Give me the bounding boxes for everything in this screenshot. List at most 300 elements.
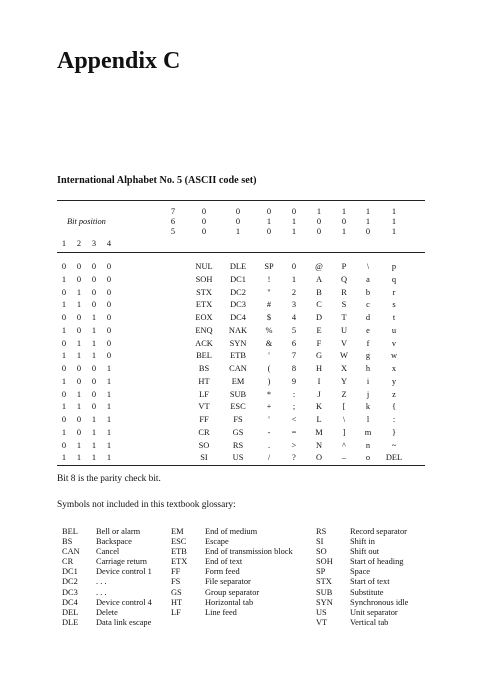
row-bit: 1 xyxy=(61,453,67,463)
glossary-abbreviation: SUB xyxy=(316,587,333,597)
code-cell: # xyxy=(266,300,272,310)
glossary-entry xyxy=(62,537,152,547)
code-cell: \ xyxy=(366,262,370,271)
row-bit: 0 xyxy=(76,427,82,437)
code-cell: EM xyxy=(231,376,245,386)
code-cell: X xyxy=(340,364,348,373)
parity-note: Bit 8 is the parity check bit. xyxy=(57,474,161,484)
code-cell: & xyxy=(265,338,273,348)
glossary-abbreviation: FF xyxy=(171,567,181,577)
code-cell: r xyxy=(392,287,396,297)
glossary-abbreviation: HT xyxy=(171,597,183,607)
code-cell: J xyxy=(317,389,321,399)
column-bit: 1 xyxy=(365,217,371,226)
code-cell: > xyxy=(291,440,297,450)
code-cell: 4 xyxy=(291,313,297,322)
glossary-meaning: Synchronous idle xyxy=(350,597,409,607)
code-cell: SO xyxy=(198,440,210,450)
column-bit: 1 xyxy=(391,207,397,216)
glossary-meaning: Record separator xyxy=(350,527,407,536)
code-cell: \ xyxy=(342,415,346,424)
bit-label-5: 5 xyxy=(170,227,176,236)
code-cell: ETX xyxy=(195,300,213,310)
glossary-meaning: Backspace xyxy=(96,537,132,547)
code-cell: DC2 xyxy=(230,287,246,297)
code-cell: 7 xyxy=(291,351,297,361)
glossary-abbreviation: SP xyxy=(316,567,326,577)
glossary-entry xyxy=(171,547,293,557)
code-cell: FS xyxy=(233,415,243,424)
row-bit: 0 xyxy=(61,364,67,373)
row-bit: 1 xyxy=(61,351,67,361)
glossary-abbreviation: SI xyxy=(316,537,324,547)
column-bit: 0 xyxy=(316,217,322,226)
code-cell: O xyxy=(315,453,323,463)
bit-header-3: 3 xyxy=(91,239,97,248)
glossary-entry xyxy=(62,598,152,608)
glossary-abbreviation: ETX xyxy=(171,557,188,567)
glossary-column-3 xyxy=(316,527,408,628)
glossary-entry xyxy=(316,567,408,577)
code-cell: FF xyxy=(199,415,209,424)
row-bit: 1 xyxy=(76,351,82,361)
code-cell: ACK xyxy=(195,338,213,348)
glossary-abbreviation: US xyxy=(316,607,327,617)
glossary-abbreviation: DEL xyxy=(62,607,79,617)
glossary-entry xyxy=(62,588,152,598)
code-cell: SOH xyxy=(195,274,213,284)
row-bit: 0 xyxy=(91,389,97,399)
code-cell: S xyxy=(341,300,347,310)
glossary-entry xyxy=(62,577,152,587)
column-bit: 0 xyxy=(266,227,272,236)
glossary-meaning: . . . xyxy=(96,587,107,597)
row-bit: 1 xyxy=(76,389,82,399)
row-bit: 0 xyxy=(76,274,82,284)
glossary-entry xyxy=(62,567,152,577)
glossary-meaning: End of transmission block xyxy=(205,547,293,557)
code-cell: Z xyxy=(341,389,347,399)
glossary-entry xyxy=(171,608,293,618)
code-cell: Q xyxy=(340,274,348,284)
column-bit: 1 xyxy=(391,217,397,226)
row-bit: 1 xyxy=(61,300,67,310)
glossary-abbreviation: FS xyxy=(171,577,181,587)
code-cell: ESC xyxy=(230,402,246,412)
code-cell: DLE xyxy=(229,262,247,271)
code-cell: 2 xyxy=(291,287,297,297)
glossary-meaning: Line feed xyxy=(205,607,237,617)
column-bit: 0 xyxy=(341,217,347,226)
glossary-meaning: Shift out xyxy=(350,547,380,557)
code-cell: HT xyxy=(198,376,210,386)
glossary-entry xyxy=(171,567,293,577)
code-cell: p xyxy=(391,262,397,271)
code-cell: w xyxy=(390,351,398,361)
code-cell: @ xyxy=(315,262,323,271)
code-cell: e xyxy=(366,325,370,335)
glossary-meaning: Horizontal tab xyxy=(205,597,254,607)
code-cell: ENQ xyxy=(195,325,213,335)
column-bit: 1 xyxy=(291,227,297,236)
row-bit: 0 xyxy=(91,364,97,373)
row-bit: 1 xyxy=(106,364,112,373)
code-cell: ) xyxy=(267,376,271,386)
code-cell: v xyxy=(391,338,397,348)
column-bit: 0 xyxy=(266,207,272,216)
row-bit: 0 xyxy=(91,300,97,310)
code-cell: / xyxy=(267,453,271,463)
code-cell: s xyxy=(392,300,396,310)
glossary-meaning: End of medium xyxy=(205,527,258,536)
row-bit: 0 xyxy=(106,338,112,348)
glossary-meaning: Vertical tab xyxy=(350,617,389,627)
row-bit: 1 xyxy=(106,440,112,450)
glossary-meaning: Data link escape xyxy=(96,617,152,627)
code-cell: US xyxy=(232,453,244,463)
glossary-entry xyxy=(62,608,152,618)
row-bit: 0 xyxy=(106,313,112,322)
glossary-abbreviation: CR xyxy=(62,557,74,567)
code-cell: i xyxy=(366,376,370,386)
code-cell: " xyxy=(267,287,271,297)
row-bit: 1 xyxy=(61,402,67,412)
column-bit: 1 xyxy=(235,227,241,236)
code-cell: o xyxy=(365,453,371,463)
glossary-meaning: Unit separator xyxy=(350,607,398,617)
row-bit: 0 xyxy=(106,300,112,310)
glossary-meaning: File separator xyxy=(205,577,251,587)
row-bit: 1 xyxy=(76,440,82,450)
code-cell: VT xyxy=(198,402,210,412)
code-cell: A xyxy=(315,274,323,284)
code-cell: 9 xyxy=(291,376,297,386)
glossary-abbreviation: CAN xyxy=(62,547,80,557)
code-cell: DC1 xyxy=(230,274,246,284)
code-cell: RS xyxy=(232,440,244,450)
glossary-abbreviation: DC1 xyxy=(62,567,78,577)
glossary-meaning: Bell or alarm xyxy=(96,527,141,536)
code-cell: b xyxy=(365,287,371,297)
code-cell: : xyxy=(292,389,296,399)
column-bit: 1 xyxy=(316,207,322,216)
row-bit: 1 xyxy=(91,325,97,335)
row-bit: 0 xyxy=(106,262,112,271)
row-bit: 0 xyxy=(106,287,112,297)
row-bit: 1 xyxy=(91,427,97,437)
code-cell: P xyxy=(341,262,347,271)
glossary-entry xyxy=(171,598,293,608)
glossary-intro: Symbols not included in this textbook glossary: xyxy=(57,500,236,510)
row-bit: 0 xyxy=(61,389,67,399)
bit-header-4: 4 xyxy=(106,239,112,248)
row-bit: 0 xyxy=(106,274,112,284)
row-bit: 1 xyxy=(91,351,97,361)
code-cell: NUL xyxy=(195,262,213,271)
glossary-abbreviation: DC4 xyxy=(62,597,78,607)
code-cell: d xyxy=(365,313,371,322)
code-cell: 5 xyxy=(291,325,297,335)
code-cell: SP xyxy=(264,262,274,271)
code-cell: CAN xyxy=(229,364,247,373)
code-cell: DEL xyxy=(385,453,403,463)
glossary-abbreviation: SO xyxy=(316,547,327,557)
row-bit: 1 xyxy=(76,338,82,348)
code-cell: - xyxy=(267,427,271,437)
glossary-entry xyxy=(62,557,152,567)
code-cell: m xyxy=(364,427,372,437)
code-cell: { xyxy=(391,402,397,412)
column-bit: 1 xyxy=(341,207,347,216)
glossary-meaning: Group separator xyxy=(205,587,260,597)
row-bit: 0 xyxy=(91,402,97,412)
row-bit: 0 xyxy=(61,262,67,271)
row-bit: 0 xyxy=(91,376,97,386)
code-cell: W xyxy=(340,351,348,361)
glossary-meaning: Device control 1 xyxy=(96,567,152,577)
row-bit: 0 xyxy=(61,415,67,424)
code-cell: BEL xyxy=(196,351,212,361)
glossary-entry xyxy=(171,577,293,587)
glossary-abbreviation: EM xyxy=(171,527,184,536)
page-title: Appendix C xyxy=(57,48,181,74)
glossary-abbreviation: LF xyxy=(171,607,181,617)
glossary-abbreviation: SYN xyxy=(316,597,333,607)
glossary-abbreviation: DC2 xyxy=(62,577,78,587)
column-bit: 1 xyxy=(341,227,347,236)
row-bit: 1 xyxy=(61,274,67,284)
row-bit: 0 xyxy=(76,364,82,373)
code-cell: a xyxy=(366,274,370,284)
glossary-entry xyxy=(316,527,408,537)
glossary-meaning: Delete xyxy=(96,607,118,617)
code-cell: SYN xyxy=(229,338,247,348)
code-cell: . xyxy=(267,440,271,450)
glossary-meaning: Cancel xyxy=(96,547,120,557)
column-bit: 0 xyxy=(201,227,207,236)
column-bit: 0 xyxy=(235,207,241,216)
code-cell: EOX xyxy=(195,313,213,322)
glossary-entry xyxy=(316,618,408,628)
row-bit: 1 xyxy=(106,453,112,463)
glossary-abbreviation: BS xyxy=(62,537,73,547)
code-cell: q xyxy=(391,274,397,284)
glossary-entry xyxy=(316,537,408,547)
glossary-entry xyxy=(62,547,152,557)
row-bit: 0 xyxy=(61,338,67,348)
code-cell: R xyxy=(341,287,347,297)
row-bit: 1 xyxy=(61,325,67,335)
code-cell: CR xyxy=(198,427,210,437)
column-bit: 0 xyxy=(201,207,207,216)
row-bit: 1 xyxy=(106,389,112,399)
row-bit: 1 xyxy=(91,440,97,450)
code-cell: ! xyxy=(267,274,271,284)
glossary-meaning: Form feed xyxy=(205,567,240,577)
row-bit: 0 xyxy=(106,325,112,335)
code-cell: : xyxy=(392,415,396,424)
row-bit: 1 xyxy=(61,376,67,386)
glossary-entry xyxy=(171,527,293,537)
code-cell: K xyxy=(315,402,323,412)
row-bit: 0 xyxy=(76,376,82,386)
code-cell: ^ xyxy=(342,440,346,450)
code-cell: Y xyxy=(340,376,348,386)
code-cell: n xyxy=(365,440,371,450)
code-cell: * xyxy=(266,389,272,399)
column-bit: 0 xyxy=(235,217,241,226)
code-cell: x xyxy=(391,364,397,373)
glossary-meaning: Escape xyxy=(205,537,229,547)
column-bit: 0 xyxy=(316,227,322,236)
bit-header-1: 1 xyxy=(61,239,67,248)
code-cell: L xyxy=(316,415,322,424)
row-bit: 0 xyxy=(76,415,82,424)
code-cell: $ xyxy=(266,313,272,322)
code-cell: t xyxy=(392,313,396,322)
code-cell: 0 xyxy=(291,262,297,271)
glossary-abbreviation: ESC xyxy=(171,537,187,547)
row-bit: 0 xyxy=(76,262,82,271)
code-cell: U xyxy=(340,325,348,335)
code-cell: SI xyxy=(200,453,208,463)
bit-label-6: 6 xyxy=(170,217,176,226)
glossary-entry xyxy=(316,577,408,587)
glossary-abbreviation: ETB xyxy=(171,547,187,557)
glossary-entry xyxy=(316,598,408,608)
row-bit: 0 xyxy=(76,325,82,335)
code-cell: % xyxy=(265,325,273,335)
code-cell: C xyxy=(316,300,322,310)
glossary-entry xyxy=(316,547,408,557)
bit-header-2: 2 xyxy=(76,239,82,248)
column-bit: 0 xyxy=(201,217,207,226)
code-cell: g xyxy=(365,351,371,361)
row-bit: 1 xyxy=(91,313,97,322)
glossary-abbreviation: RS xyxy=(316,527,327,536)
code-cell: ETB xyxy=(230,351,246,361)
code-cell: h xyxy=(365,364,371,373)
row-bit: 0 xyxy=(61,313,67,322)
row-bit: 0 xyxy=(106,351,112,361)
code-cell: ; xyxy=(292,402,296,412)
code-cell: k xyxy=(365,402,371,412)
bit-label-7: 7 xyxy=(170,207,176,216)
row-bit: 1 xyxy=(91,453,97,463)
glossary-entry xyxy=(316,608,408,618)
code-cell: SUB xyxy=(229,389,247,399)
code-cell: DC3 xyxy=(230,300,246,310)
glossary-meaning: . . . xyxy=(96,577,107,587)
row-bit: 1 xyxy=(76,402,82,412)
glossary-abbreviation: STX xyxy=(316,577,332,587)
code-cell: u xyxy=(391,325,397,335)
row-bit: 0 xyxy=(61,440,67,450)
row-bit: 1 xyxy=(106,427,112,437)
code-cell: f xyxy=(366,338,370,348)
glossary-meaning: Substitute xyxy=(350,587,384,597)
code-cell: G xyxy=(315,351,323,361)
code-cell: z xyxy=(392,389,396,399)
glossary-meaning: Space xyxy=(350,567,370,577)
code-cell: B xyxy=(316,287,322,297)
glossary-abbreviation: SOH xyxy=(316,557,333,567)
code-cell: H xyxy=(315,364,323,373)
glossary-meaning: End of text xyxy=(205,557,243,567)
column-bit: 1 xyxy=(266,217,272,226)
code-cell: D xyxy=(315,313,323,322)
glossary-column-1 xyxy=(62,527,152,628)
column-bit: 0 xyxy=(291,207,297,216)
glossary-column-2 xyxy=(171,527,293,618)
row-bit: 1 xyxy=(106,376,112,386)
code-cell: y xyxy=(391,376,397,386)
code-cell: LF xyxy=(199,389,209,399)
code-cell: M xyxy=(315,427,323,437)
code-cell: ' xyxy=(268,415,270,424)
row-bit: 1 xyxy=(106,415,112,424)
ascii-code-table xyxy=(57,200,425,466)
column-bit: 1 xyxy=(365,207,371,216)
code-cell: ] xyxy=(342,427,346,437)
code-cell: 8 xyxy=(291,364,297,373)
code-cell: N xyxy=(315,440,323,450)
glossary-entry xyxy=(171,537,293,547)
glossary-meaning: Start of text xyxy=(350,577,390,587)
row-bit: 0 xyxy=(91,287,97,297)
code-cell: I xyxy=(317,376,321,386)
row-bit: 1 xyxy=(76,453,82,463)
code-cell: ' xyxy=(268,351,270,361)
code-cell: } xyxy=(391,427,397,437)
code-cell: T xyxy=(341,313,347,322)
row-bit: 0 xyxy=(61,287,67,297)
column-bit: 1 xyxy=(391,227,397,236)
row-bit: 0 xyxy=(91,274,97,284)
table-header-divider xyxy=(57,252,425,253)
code-cell: GS xyxy=(232,427,244,437)
column-bit: 0 xyxy=(365,227,371,236)
row-bit: 1 xyxy=(61,427,67,437)
glossary-entry xyxy=(171,557,293,567)
code-cell: ( xyxy=(267,364,271,373)
code-cell: < xyxy=(291,415,297,424)
code-cell: ~ xyxy=(391,440,397,450)
code-cell: 6 xyxy=(291,338,297,348)
code-cell: + xyxy=(266,402,272,412)
code-cell: l xyxy=(366,415,370,424)
code-cell: 1 xyxy=(291,274,297,284)
row-bit: 0 xyxy=(76,313,82,322)
glossary-meaning: Carriage return xyxy=(96,557,147,567)
column-bit: 1 xyxy=(291,217,297,226)
code-cell: V xyxy=(340,338,348,348)
code-cell: NAK xyxy=(228,325,248,335)
code-cell: F xyxy=(316,338,322,348)
row-bit: 1 xyxy=(91,338,97,348)
glossary-meaning: Shift in xyxy=(350,537,375,547)
glossary-abbreviation: VT xyxy=(316,617,328,627)
glossary-abbreviation: GS xyxy=(171,587,182,597)
glossary-entry xyxy=(171,588,293,598)
glossary-entry xyxy=(62,527,152,537)
code-cell: ? xyxy=(292,453,296,463)
row-bit: 1 xyxy=(76,287,82,297)
row-bit: 1 xyxy=(91,415,97,424)
row-bit: 1 xyxy=(106,402,112,412)
row-bit: 1 xyxy=(76,300,82,310)
glossary-meaning: Device control 4 xyxy=(96,597,152,607)
